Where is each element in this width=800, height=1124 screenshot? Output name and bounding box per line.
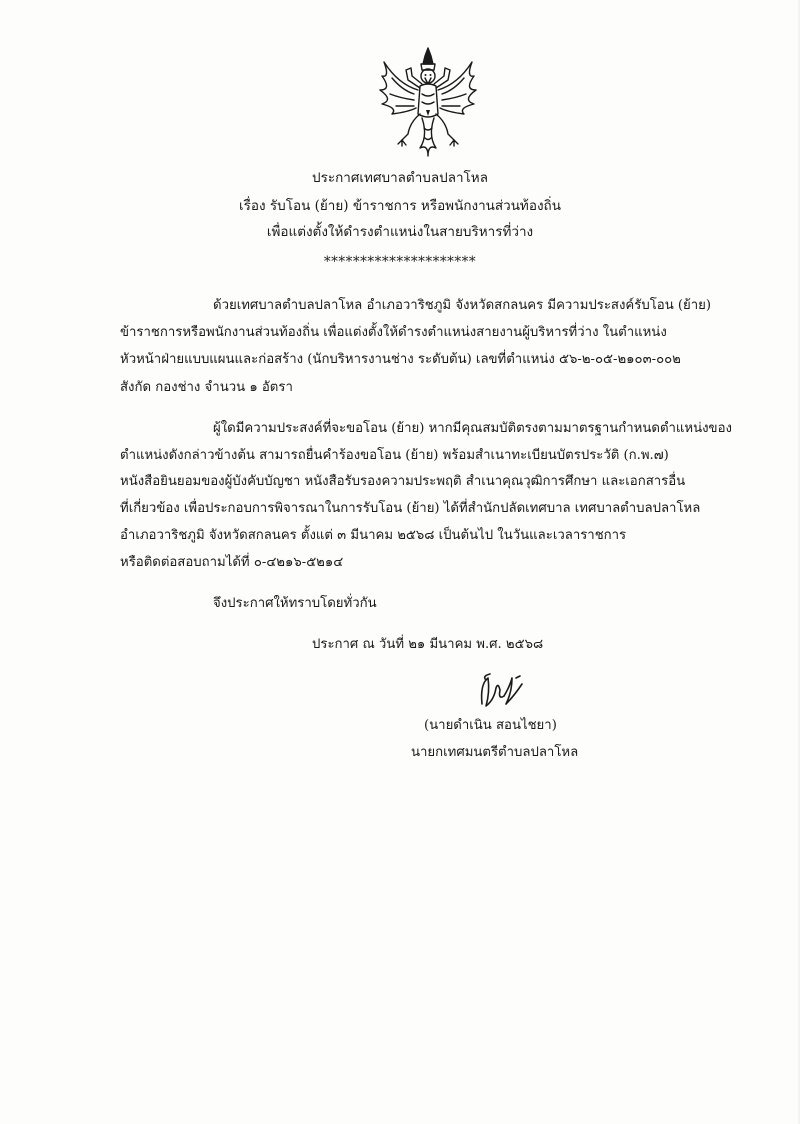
paragraph-1-line-1: ด้วยเทศบาลตำบลปลาโหล อำเภอวาริชภูมิ จังหวัดสกลนคร มีความประสงค์รับโอน (ย้าย) — [213, 298, 712, 313]
paragraph-2-line-6: หรือติดต่อสอบถามได้ที่ ๐-๔๒๑๖-๕๒๑๔ — [120, 555, 344, 570]
announcement-subject: เรื่อง รับโอน (ย้าย) ข้าราชการ หรือพนักงานส่วนท้องถิ่น — [239, 198, 561, 214]
signatory-name: (นายดำเนิน สอนไชยา) — [424, 718, 557, 733]
paragraph-2-line-5: อำเภอวาริชภูมิ จังหวัดสกลนคร ตั้งแต่ ๓ มีนาคม ๒๕๖๘ เป็นต้นไป ในวันและเวลาราชการ — [120, 528, 627, 543]
paragraph-1-line-4: สังกัด กองช่าง จำนวน ๑ อัตรา — [120, 380, 293, 395]
divider: ********************* — [323, 254, 477, 270]
paragraph-2-line-2: ตำแหน่งดังกล่าวข้างต้น สามารถยื่นคำร้องขอโอน (ย้าย) พร้อมสำเนาทะเบียนบัตรประวัติ (ก.พ.๗) — [120, 448, 669, 463]
paragraph-1-line-3: หัวหน้าฝ่ายแบบแผนและก่อสร้าง (นักบริหารงานช่าง ระดับต้น) เลขที่ตำแหน่ง ๕๖-๒-๐๕-๒๑๐๓-๐๐๒ — [120, 352, 681, 367]
paragraph-2-line-3: หนังสือยินยอมของผู้บังคับบัญชา หนังสือรับรองความประพฤติ สำเนาคุณวุฒิการศึกษา และเอกสารอื่น — [120, 474, 686, 489]
announcement-title: ประกาศเทศบาลตำบลปลาโหล — [312, 170, 488, 186]
announcement-date: ประกาศ ณ วันที่ ๒๑ มีนาคม พ.ศ. ๒๕๖๘ — [312, 637, 544, 652]
garuda-emblem-icon — [368, 44, 488, 162]
signatory-position: นายกเทศมนตรีตำบลปลาโหล — [411, 745, 579, 760]
announcement-subject-line2: เพื่อแต่งตั้งให้ดำรงตำแหน่งในสายบริหารที่ว่าง — [266, 224, 534, 240]
handwritten-signature-icon — [476, 670, 526, 712]
paragraph-1-line-2: ข้าราชการหรือพนักงานส่วนท้องถิ่น เพื่อแต่งตั้งให้ดำรงตำแหน่งสายงานผู้บริหารที่ว่าง ในตำแหน่ง — [120, 325, 667, 340]
paragraph-2-line-1: ผู้ใดมีความประสงค์ที่จะขอโอน (ย้าย) หากมีคุณสมบัติตรงตามมาตรฐานกำหนดตำแหน่งของ — [213, 421, 732, 436]
paragraph-2-line-4: ที่เกี่ยวข้อง เพื่อประกอบการพิจารณาในการรับโอน (ย้าย) ได้ที่สำนักปลัดเทศบาล เทศบาลตำบลปลาโหล — [120, 501, 701, 516]
closing-statement: จึงประกาศให้ทราบโดยทั่วกัน — [213, 596, 377, 611]
